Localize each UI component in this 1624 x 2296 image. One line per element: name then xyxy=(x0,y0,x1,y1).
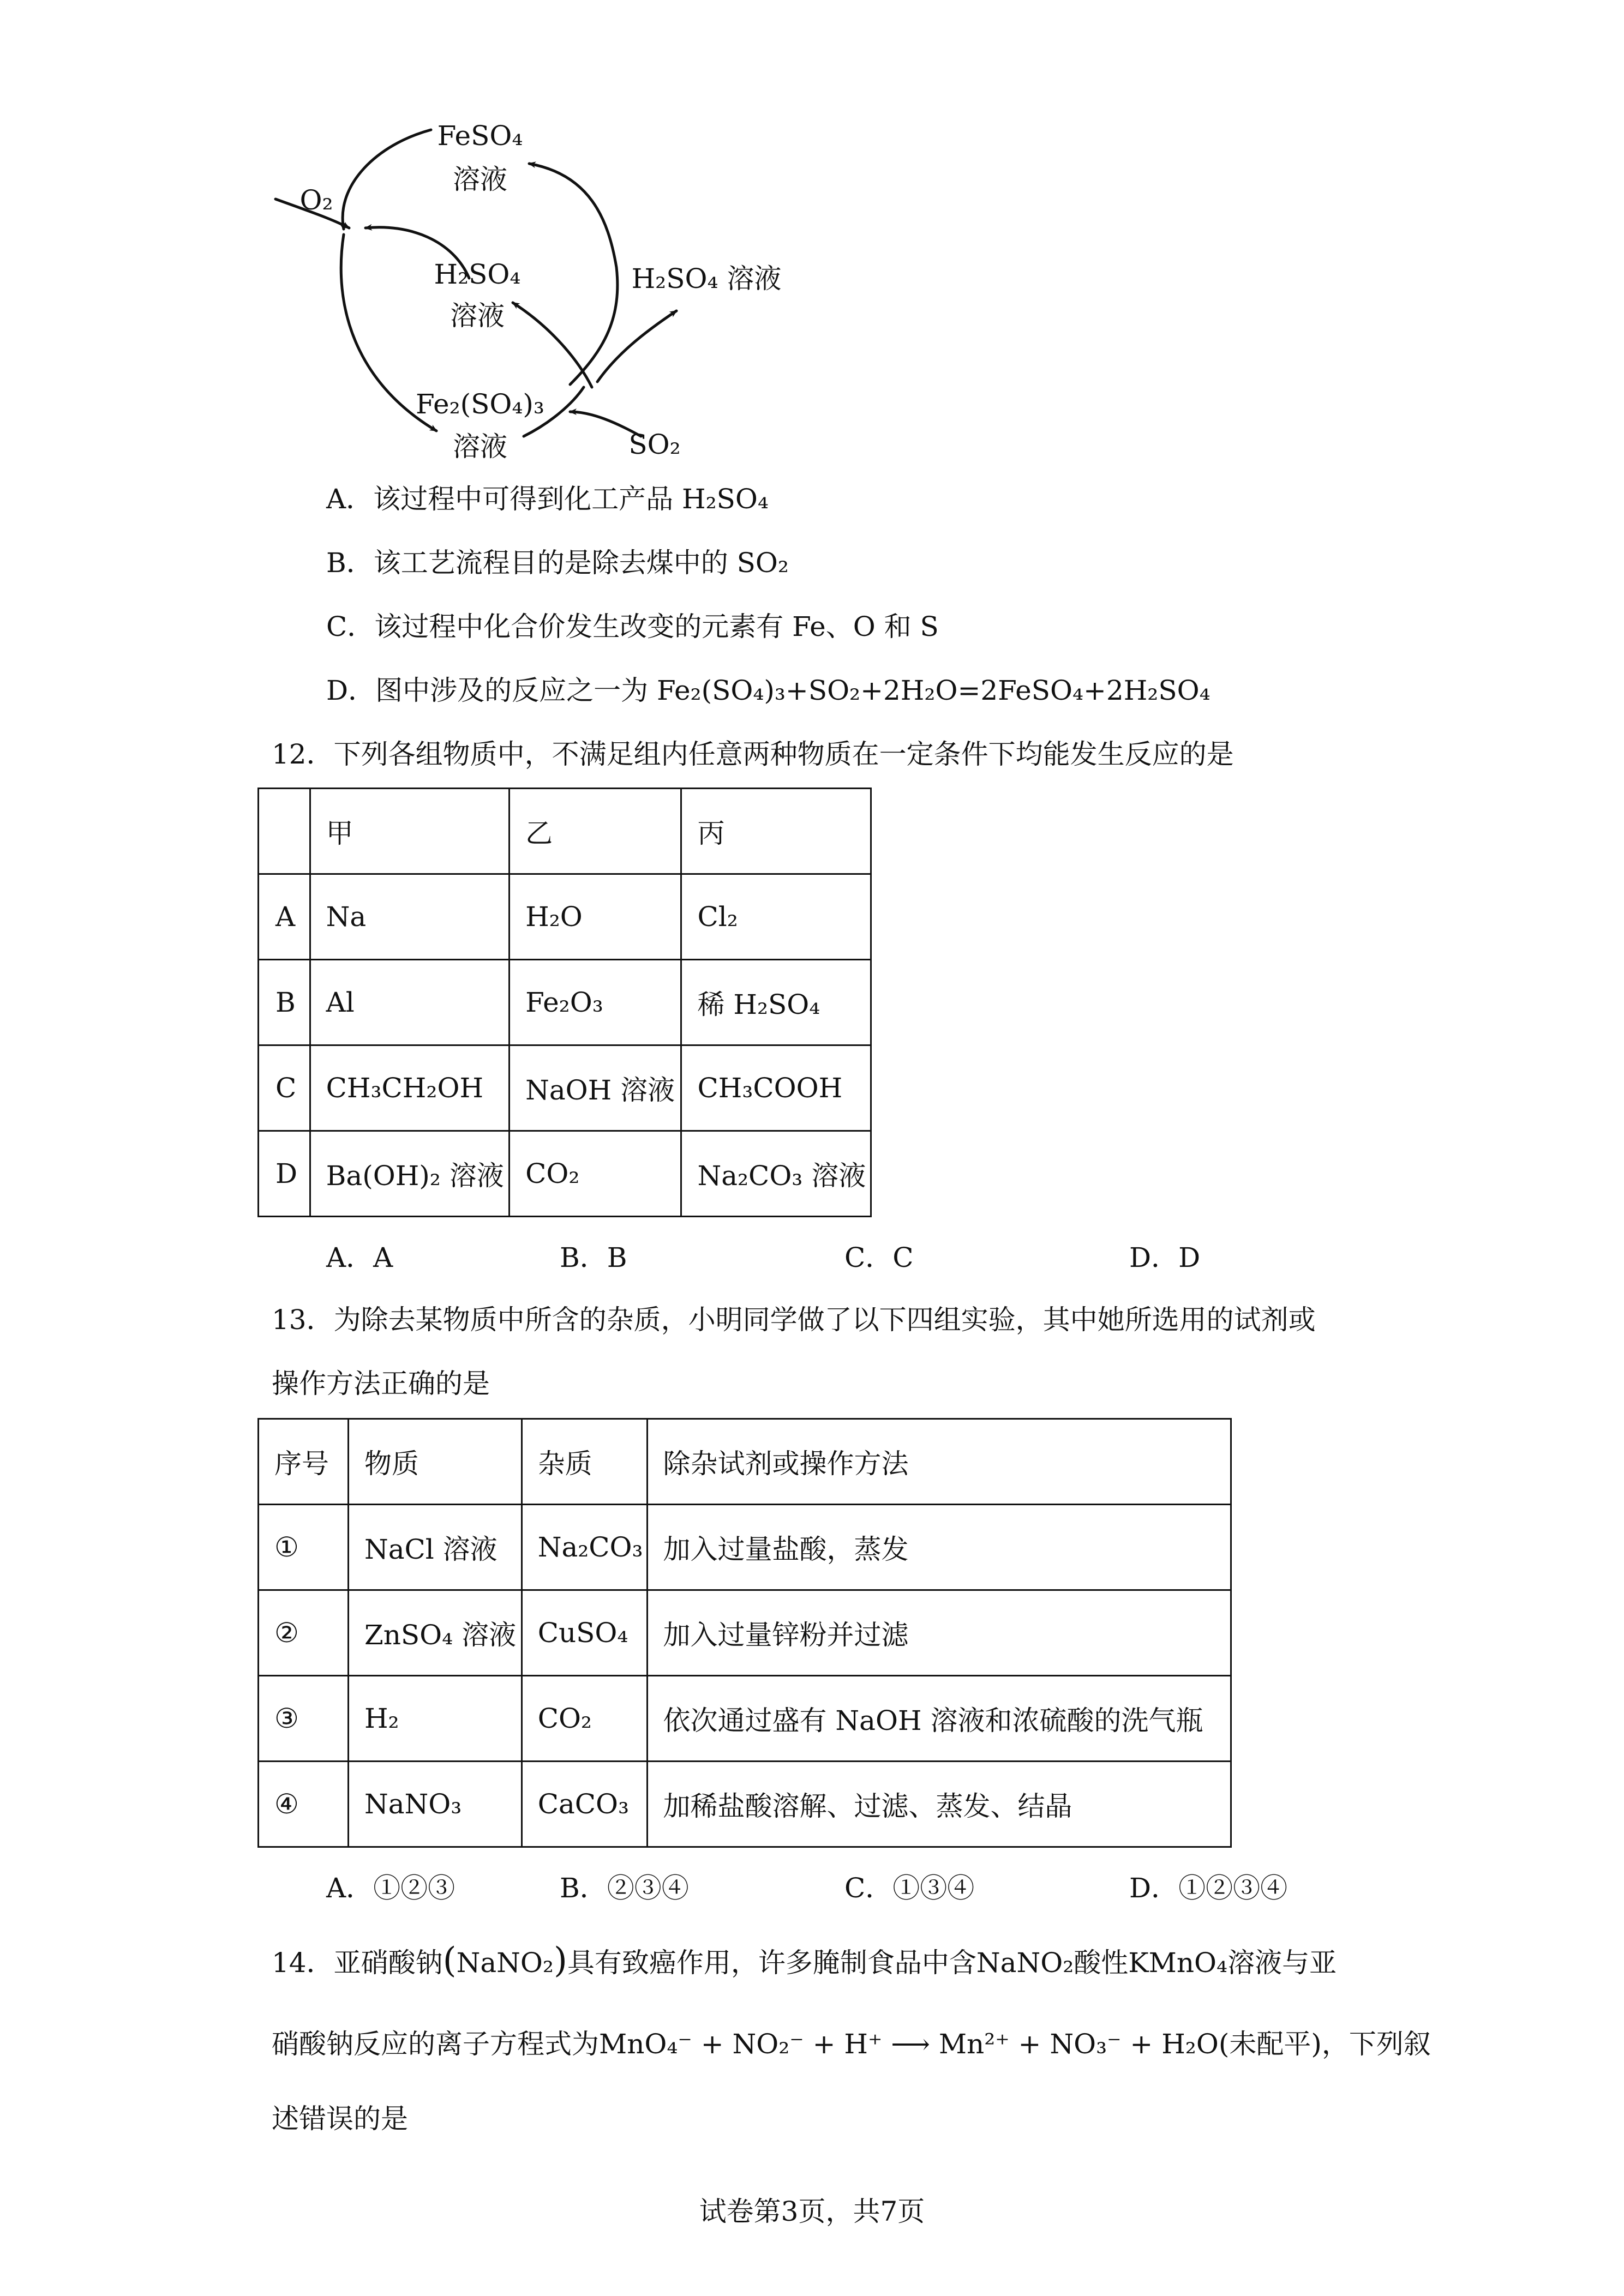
cycle-arrows xyxy=(0,0,1624,491)
table-row xyxy=(259,1131,871,1217)
q14-formula-kmno4: KMnO₄ xyxy=(1128,1947,1228,1979)
table-cell: NaCl 溶液 xyxy=(348,1505,522,1590)
page-footer: 试卷第3页，共7页 xyxy=(699,2196,925,2227)
table-row xyxy=(259,960,871,1045)
table-cell: ZnSO₄ 溶液 xyxy=(348,1590,522,1676)
table-cell: NaOH 溶液 xyxy=(510,1045,681,1131)
table-cell: 除杂试剂或操作方法 xyxy=(647,1419,1231,1505)
q14-line1 xyxy=(272,1940,1337,1981)
table-row xyxy=(259,1590,1231,1676)
table-cell: 序号 xyxy=(259,1419,349,1505)
q11-option-a: A．该过程中可得到化工产品 H₂SO₄ xyxy=(326,483,769,515)
q14-line2-note: (未配平) xyxy=(1218,2028,1322,2060)
table-cell: 丙 xyxy=(681,789,871,874)
paren-close: ) xyxy=(553,1940,567,1981)
table-cell: H₂ xyxy=(348,1676,522,1762)
table-row xyxy=(259,874,871,960)
table-cell: 加稀盐酸溶解、过滤、蒸发、结晶 xyxy=(647,1762,1231,1847)
q13-stem-line2: 操作方法正确的是 xyxy=(272,1368,490,1399)
q12-table xyxy=(257,788,872,1217)
table-cell: ③ xyxy=(259,1676,349,1762)
q13-option-a: A．①②③ xyxy=(326,1872,456,1904)
table-cell: H₂O xyxy=(510,874,681,960)
label-h2so4-mid-formula: H₂SO₄ xyxy=(434,259,521,290)
q13-option-d: D．①②③④ xyxy=(1129,1872,1288,1904)
table-cell: 加入过量盐酸，蒸发 xyxy=(647,1505,1231,1590)
table-cell: Na₂CO₃ xyxy=(522,1505,647,1590)
table-cell: CuSO₄ xyxy=(522,1590,647,1676)
q12-option-a: A．A xyxy=(326,1242,393,1273)
q13-stem-line1: 13．为除去某物质中所含的杂质，小明同学做了以下四组实验，其中她所选用的试剂或 xyxy=(272,1304,1316,1336)
table-cell: A xyxy=(259,874,310,960)
q14-line1-b: 具有致癌作用，许多腌制食品中含 xyxy=(567,1947,976,1979)
table-cell: CaCO₃ xyxy=(522,1762,647,1847)
table-row xyxy=(259,1045,871,1131)
table-cell: 稀 H₂SO₄ xyxy=(681,960,871,1045)
label-feso4-sol: 溶液 xyxy=(453,164,507,195)
table-cell: D xyxy=(259,1131,310,1217)
table-cell: ② xyxy=(259,1590,349,1676)
q12-stem: 12．下列各组物质中，不满足组内任意两种物质在一定条件下均能发生反应的是 xyxy=(272,738,1234,770)
label-so2: SO₂ xyxy=(628,429,681,460)
q11-option-b: B．该工艺流程目的是除去煤中的 SO₂ xyxy=(326,547,789,579)
table-cell: 乙 xyxy=(510,789,681,874)
table-cell: Na₂CO₃ 溶液 xyxy=(681,1131,871,1217)
table-cell: Na xyxy=(310,874,509,960)
q14-line2-b: ，下列叙 xyxy=(1321,2028,1431,2060)
table-cell: Al xyxy=(310,960,509,1045)
table-cell: ④ xyxy=(259,1762,349,1847)
table-cell: B xyxy=(259,960,310,1045)
table-cell: 杂质 xyxy=(522,1419,647,1505)
table-cell: 甲 xyxy=(310,789,509,874)
label-feso4-formula: FeSO₄ xyxy=(437,120,523,152)
q13-table xyxy=(257,1418,1232,1848)
branch-right xyxy=(597,311,676,382)
table-cell: NaNO₃ xyxy=(348,1762,522,1847)
label-fe2so43-formula: Fe₂(SO₄)₃ xyxy=(416,388,544,420)
q11-option-c: C．该过程中化合价发生改变的元素有 Fe、O 和 S xyxy=(326,611,939,642)
q13-option-b: B．②③④ xyxy=(560,1872,689,1904)
table-cell: ① xyxy=(259,1505,349,1590)
q12-option-c: C．C xyxy=(844,1242,914,1273)
table-cell: CO₂ xyxy=(522,1676,647,1762)
table-cell: C xyxy=(259,1045,310,1131)
table-cell: Cl₂ xyxy=(681,874,871,960)
q11-option-d: D．图中涉及的反应之一为 Fe₂(SO₄)₃+SO₂+2H₂O=2FeSO₄+2H₂SO₄ xyxy=(326,675,1210,706)
table-cell: 物质 xyxy=(348,1419,522,1505)
q14-line2 xyxy=(272,2028,1431,2060)
table-row xyxy=(259,1762,1231,1847)
q14-line2-a: 硝酸钠反应的离子方程式为 xyxy=(272,2028,599,2060)
q14-line1-f: 溶液与亚 xyxy=(1227,1947,1337,1979)
q12-option-d: D．D xyxy=(1129,1242,1201,1273)
table-cell: Ba(OH)₂ 溶液 xyxy=(310,1131,509,1217)
paren-open: ( xyxy=(442,1940,457,1981)
table-cell: Fe₂O₃ xyxy=(510,960,681,1045)
q12-option-b: B．B xyxy=(560,1242,627,1273)
table-row xyxy=(259,789,871,874)
q14-formula-nano2-2: NaNO₂ xyxy=(976,1947,1074,1979)
q14-line1-a: 14．亚硝酸钠 xyxy=(272,1947,443,1979)
table-row xyxy=(259,1505,1231,1590)
table-cell: 依次通过盛有 NaOH 溶液和浓硫酸的洗气瓶 xyxy=(647,1676,1231,1762)
arc-right xyxy=(529,164,618,384)
q14-line3: 述错误的是 xyxy=(272,2103,408,2135)
q14-equation: MnO₄⁻ + NO₂⁻ + H⁺ ⟶ Mn²⁺ + NO₃⁻ + H₂O xyxy=(599,2028,1219,2060)
q13-option-c: C．①③④ xyxy=(844,1872,975,1904)
table-cell: CH₃COOH xyxy=(681,1045,871,1131)
label-h2so4-mid-sol: 溶液 xyxy=(450,300,505,332)
label-fe2so43-sol: 溶液 xyxy=(453,431,507,462)
label-o2: O₂ xyxy=(299,184,333,216)
table-cell: CO₂ xyxy=(510,1131,681,1217)
table-cell xyxy=(259,789,310,874)
q14-formula-nano2: NaNO₂ xyxy=(456,1947,554,1979)
table-cell: CH₃CH₂OH xyxy=(310,1045,509,1131)
table-cell: 加入过量锌粉并过滤 xyxy=(647,1590,1231,1676)
table-row xyxy=(259,1419,1231,1505)
table-row xyxy=(259,1676,1231,1762)
label-h2so4-right: H₂SO₄ 溶液 xyxy=(631,263,782,294)
q14-line1-d: 酸性 xyxy=(1074,1947,1129,1979)
